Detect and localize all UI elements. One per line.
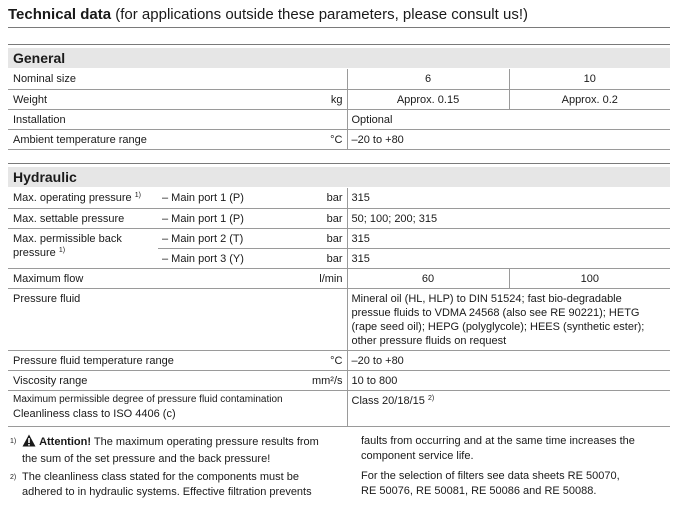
footnote-2: [10, 470, 362, 500]
hydraulic-table: [8, 188, 670, 427]
max-operating-pressure-label: Max. operating pressure: [13, 192, 132, 204]
row-unit: kg: [263, 89, 347, 109]
footnote-2-continued: [361, 434, 673, 499]
row-port: – Main port 2 (T): [158, 228, 263, 248]
general-table: [8, 69, 670, 150]
footnote-2-cont-line: RE 50076, RE 50081, RE 50086 and RE 50088.: [361, 485, 597, 497]
row-label: Pressure fluid: [8, 288, 263, 350]
footnote-2-cont-line: component service life.: [361, 450, 474, 462]
footnote-2-number: 2): [10, 474, 17, 481]
value-size-10: 10: [509, 69, 670, 89]
fluid-line: Mineral oil (HL, HLP) to DIN 51524; fast bio-degradable: [351, 292, 622, 305]
row-value: 315: [347, 188, 670, 208]
footnote-1-text-a: The maximum operating pressure results from: [91, 436, 319, 448]
section-general-heading: General: [13, 50, 66, 66]
section-divider: [8, 163, 670, 164]
value-size-6: 60: [347, 268, 509, 288]
table-row: [8, 228, 670, 248]
footnote-ref: 1): [134, 192, 141, 199]
table-row: [8, 390, 670, 426]
row-label: [8, 390, 347, 426]
contamination-label: Maximum permissible degree of pressure fluid contamination: [13, 393, 283, 405]
row-unit: bar: [263, 228, 347, 248]
row-unit: °C: [263, 350, 347, 370]
row-value: –20 to +80: [347, 350, 670, 370]
fluid-line: pressue fluids to VDMA 24568 (also see RE 90221); HETG: [351, 306, 640, 319]
value-size-10: Approx. 0.2: [509, 89, 670, 109]
footnote-2-cont-line: faults from occurring and at the same time increases the: [361, 435, 635, 447]
row-value: [347, 390, 670, 426]
cleanliness-value: Class 20/18/15: [351, 394, 425, 407]
table-row: [8, 370, 670, 390]
footnote-2-text-a: The cleanliness class stated for the components must be: [22, 471, 299, 483]
title-divider: [8, 27, 670, 28]
table-row: [8, 89, 670, 109]
value-size-6: Approx. 0.15: [347, 89, 509, 109]
table-row: [8, 129, 670, 149]
table-row: [8, 208, 670, 228]
row-value: 315: [347, 248, 670, 268]
row-label: Viscosity range: [8, 370, 263, 390]
row-value: –20 to +80: [347, 129, 670, 149]
row-label: Pressure fluid temperature range: [8, 350, 263, 370]
row-unit: [263, 109, 347, 129]
section-hydraulic: [8, 167, 670, 187]
table-row: [8, 109, 670, 129]
table-row: [8, 288, 670, 350]
back-pressure-label-line2: pressure: [13, 246, 56, 259]
row-label: Weight: [8, 89, 263, 109]
footnote-ref: 2): [427, 394, 435, 402]
row-value: 10 to 800: [347, 370, 670, 390]
footnote-2-cont-line: For the selection of filters see data sheets RE 50070,: [361, 470, 620, 482]
page-title: [8, 6, 528, 23]
row-unit: [263, 288, 347, 350]
footnote-1-text-b: the sum of the set pressure and the back pressure!: [22, 453, 271, 465]
row-label: Max. settable pressure: [8, 208, 158, 228]
back-pressure-label-line1: Max. permissible back: [13, 232, 122, 245]
row-unit: bar: [263, 208, 347, 228]
footnote-1-number: 1): [10, 438, 17, 445]
table-row: [8, 268, 670, 288]
row-port: – Main port 3 (Y): [158, 248, 263, 268]
top-divider: [8, 44, 670, 45]
table-row: [8, 350, 670, 370]
row-value: 315: [347, 228, 670, 248]
row-label: Ambient temperature range: [8, 129, 263, 149]
footnote-ref: 1): [58, 246, 66, 254]
row-unit: mm²/s: [263, 370, 347, 390]
value-size-6: 6: [347, 69, 509, 89]
row-label: Installation: [8, 109, 263, 129]
section-hydraulic-heading: Hydraulic: [13, 169, 77, 185]
row-unit: bar: [263, 248, 347, 268]
row-unit: bar: [263, 188, 347, 208]
table-row: [8, 188, 670, 208]
attention-label: Attention!: [39, 436, 91, 448]
row-label: [8, 228, 158, 268]
fluid-line: other pressure fluids on request: [351, 334, 507, 347]
table-row: [8, 69, 670, 89]
row-unit: l/min: [263, 268, 347, 288]
row-label: Maximum flow: [8, 268, 263, 288]
row-port: – Main port 1 (P): [158, 188, 263, 208]
row-label: [8, 188, 158, 208]
pressure-fluid-value: [347, 288, 670, 350]
footnote-1: [10, 434, 362, 467]
warning-icon: [22, 434, 36, 452]
row-value: Optional: [347, 109, 670, 129]
title-note: (for applications outside these parameters, please consult us!): [111, 6, 528, 23]
row-port: – Main port 1 (P): [158, 208, 263, 228]
footnote-2-text-b: adhered to in hydraulic systems. Effective filtration prevents: [22, 486, 312, 498]
row-value: 50; 100; 200; 315: [347, 208, 670, 228]
value-size-10: 100: [509, 268, 670, 288]
row-unit: [263, 69, 347, 89]
row-label: Nominal size: [8, 69, 263, 89]
row-unit: °C: [263, 129, 347, 149]
section-general: [8, 48, 670, 68]
cleanliness-label: Cleanliness class to ISO 4406 (c): [13, 407, 176, 420]
fluid-line: (rape seed oil); HEPG (polyglycole); HEES (synthetic ester);: [351, 320, 645, 333]
title-bold: Technical data: [8, 6, 112, 23]
